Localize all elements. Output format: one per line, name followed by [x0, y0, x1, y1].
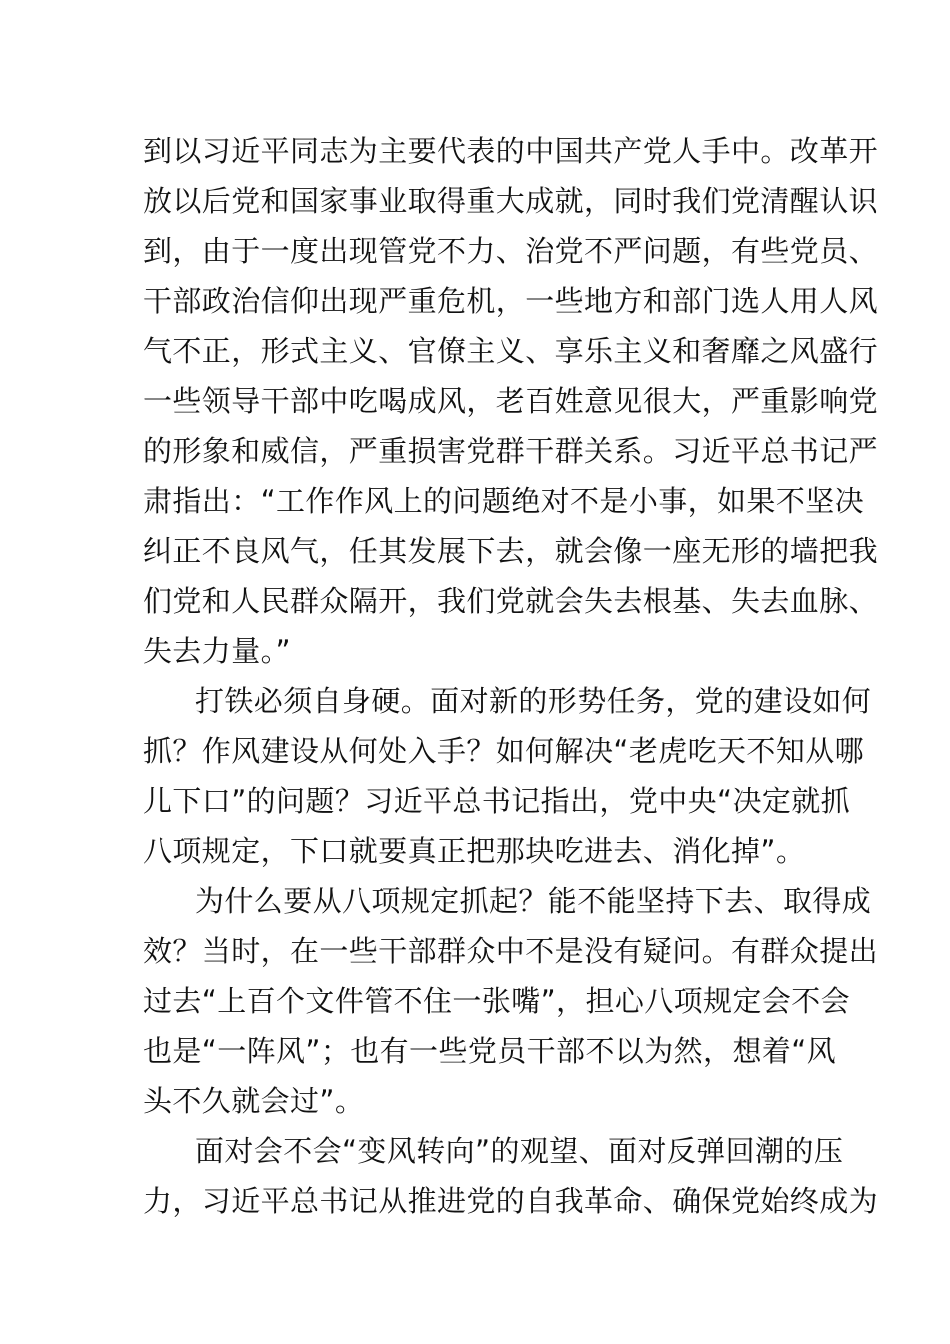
- text-line: 到，由于一度出现管党不力、治党不严问题，有些党员、: [143, 234, 879, 268]
- text-line: 失去力量。”: [143, 634, 291, 668]
- text-line: 纠正不良风气，任其发展下去，就会像一座无形的墙把我: [143, 534, 879, 568]
- text-line: 八项规定，下口就要真正把那块吃进去、消化掉”。: [143, 834, 806, 868]
- text-line: 儿下口”的问题？习近平总书记指出，党中央“决定就抓: [143, 784, 851, 818]
- paragraph-first-line: 面对会不会“变风转向”的观望、面对反弹回潮的压: [195, 1134, 844, 1168]
- text-line: 的形象和威信，严重损害党群干群关系。习近平总书记严: [143, 434, 879, 468]
- text-line: 过去“上百个文件管不住一张嘴”，担心八项规定会不会: [143, 984, 851, 1018]
- paragraph-first-line: 为什么要从八项规定抓起？能不能坚持下去、取得成: [195, 884, 872, 918]
- text-line: 一些领导干部中吃喝成风，老百姓意见很大，严重影响党: [143, 384, 879, 418]
- text-line: 也是“一阵风”；也有一些党员干部不以为然，想着“风: [143, 1034, 837, 1068]
- text-line: 力，习近平总书记从推进党的自我革命、确保党始终成为: [143, 1184, 879, 1218]
- paragraph-first-line: 打铁必须自身硬。面对新的形势任务，党的建设如何: [195, 684, 872, 718]
- text-line: 气不正，形式主义、官僚主义、享乐主义和奢靡之风盛行: [143, 334, 879, 368]
- text-line: 到以习近平同志为主要代表的中国共产党人手中。改革开: [143, 134, 879, 168]
- text-line: 们党和人民群众隔开，我们党就会失去根基、失去血脉、: [143, 584, 879, 618]
- text-line: 效？当时，在一些干部群众中不是没有疑问。有群众提出: [143, 934, 879, 968]
- text-line: 头不久就会过”。: [143, 1084, 365, 1118]
- text-line: 放以后党和国家事业取得重大成就，同时我们党清醒认识: [143, 184, 879, 218]
- text-line: 抓？作风建设从何处入手？如何解决“老虎吃天不知从哪: [143, 734, 865, 768]
- text-line: 肃指出：“工作作风上的问题绝对不是小事，如果不坚决: [143, 484, 865, 518]
- text-line: 干部政治信仰出现严重危机，一些地方和部门选人用人风: [143, 284, 879, 318]
